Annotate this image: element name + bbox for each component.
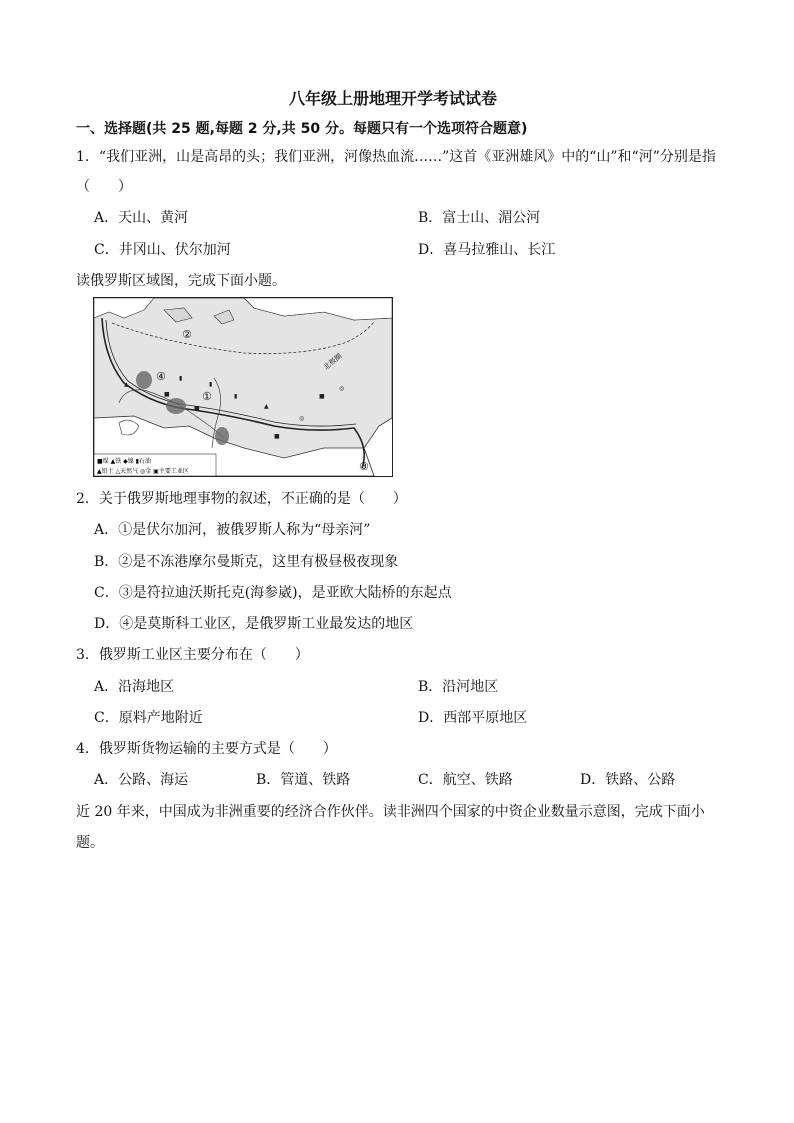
svg-text:■: ■ [194, 405, 200, 412]
svg-text:◎: ◎ [299, 415, 305, 422]
q3-option-b[interactable]: B．沿河地区 [418, 679, 499, 695]
map-label-3: ③ [359, 460, 369, 473]
africa-intro-line-2: 题。 [76, 835, 104, 851]
map-label-2: ② [182, 328, 192, 341]
q4-option-a[interactable]: A．公路、海运 [94, 772, 189, 788]
q3-option-c[interactable]: C．原料产地附近 [94, 710, 203, 726]
industrial-zone [166, 398, 186, 414]
page-title: 八年级上册地理开学考试试卷 [289, 89, 498, 108]
q1-option-c[interactable]: C．井冈山、伏尔加河 [94, 242, 231, 258]
q3-option-a[interactable]: A．沿海地区 [94, 679, 175, 695]
q2-option-d[interactable]: D．④是莫斯科工业区，是俄罗斯工业最发达的地区 [94, 616, 414, 632]
q2-stem: 2．关于俄罗斯地理事物的叙述，不正确的是（ ） [76, 491, 407, 507]
map-intro: 读俄罗斯区域图，完成下面小题。 [76, 273, 286, 289]
q3-stem: 3．俄罗斯工业区主要分布在（ ） [76, 647, 309, 663]
svg-text:■: ■ [164, 391, 170, 398]
svg-text:▮: ▮ [234, 393, 238, 400]
q2-option-c[interactable]: C．③是符拉迪沃斯托克(海参崴)，是亚欧大陆桥的东起点 [94, 585, 452, 601]
q4-option-b[interactable]: B．管道、铁路 [256, 772, 351, 788]
arctic-circle-label: 北极圈 [322, 351, 344, 372]
q1-option-b[interactable]: B．富士山、湄公河 [418, 210, 541, 226]
section-heading: 一、选择题(共 25 题,每题 2 分,共 50 分。每题只有一个选项符合题意) [76, 121, 528, 137]
q3-option-d[interactable]: D．西部平原地区 [418, 710, 528, 726]
q2-option-b[interactable]: B．②是不冻港摩尔曼斯克，这里有极昼极夜现象 [94, 554, 399, 570]
svg-text:▲: ▲ [264, 403, 269, 410]
svg-text:■: ■ [274, 433, 280, 440]
africa-intro-line-1: 近 20 年来，中国成为非洲重要的经济合作伙伴。读非洲四个国家的中资企业数量示意图，完成下面小 [76, 804, 705, 820]
industrial-zone [215, 427, 229, 445]
q1-stem: 1．“我们亚洲，山是高昂的头；我们亚洲，河像热血流……”这首《亚洲雄风》中的“山”和“河”分别是指 [76, 149, 716, 165]
industrial-zone [136, 371, 152, 389]
russia-map [93, 297, 393, 477]
q2-option-a[interactable]: A．①是伏尔加河，被俄罗斯人称为“母亲河” [94, 522, 371, 538]
q4-option-c[interactable]: C．航空、铁路 [418, 772, 513, 788]
legend-line-1: ■煤 ▲铁 ◆镍 ▮石油 [97, 458, 151, 465]
map-label-1: ① [202, 390, 212, 403]
q1-option-d[interactable]: D．喜马拉雅山、长江 [418, 242, 556, 258]
legend-line-2: ▲铅土 △天然气 ◎金 ▣主要工业区 [97, 468, 189, 475]
svg-text:■: ■ [319, 393, 325, 400]
q4-option-d[interactable]: D．铁路、公路 [580, 772, 676, 788]
q1-stem-bracket: （ ） [76, 179, 132, 195]
svg-text:▲: ▲ [124, 381, 129, 388]
svg-text:▮: ▮ [209, 381, 213, 388]
map-label-4: ④ [156, 370, 166, 383]
svg-text:▮: ▮ [179, 375, 183, 382]
q4-stem: 4．俄罗斯货物运输的主要方式是（ ） [76, 741, 337, 757]
svg-text:◎: ◎ [339, 385, 345, 392]
q1-option-a[interactable]: A．天山、黄河 [94, 210, 189, 226]
